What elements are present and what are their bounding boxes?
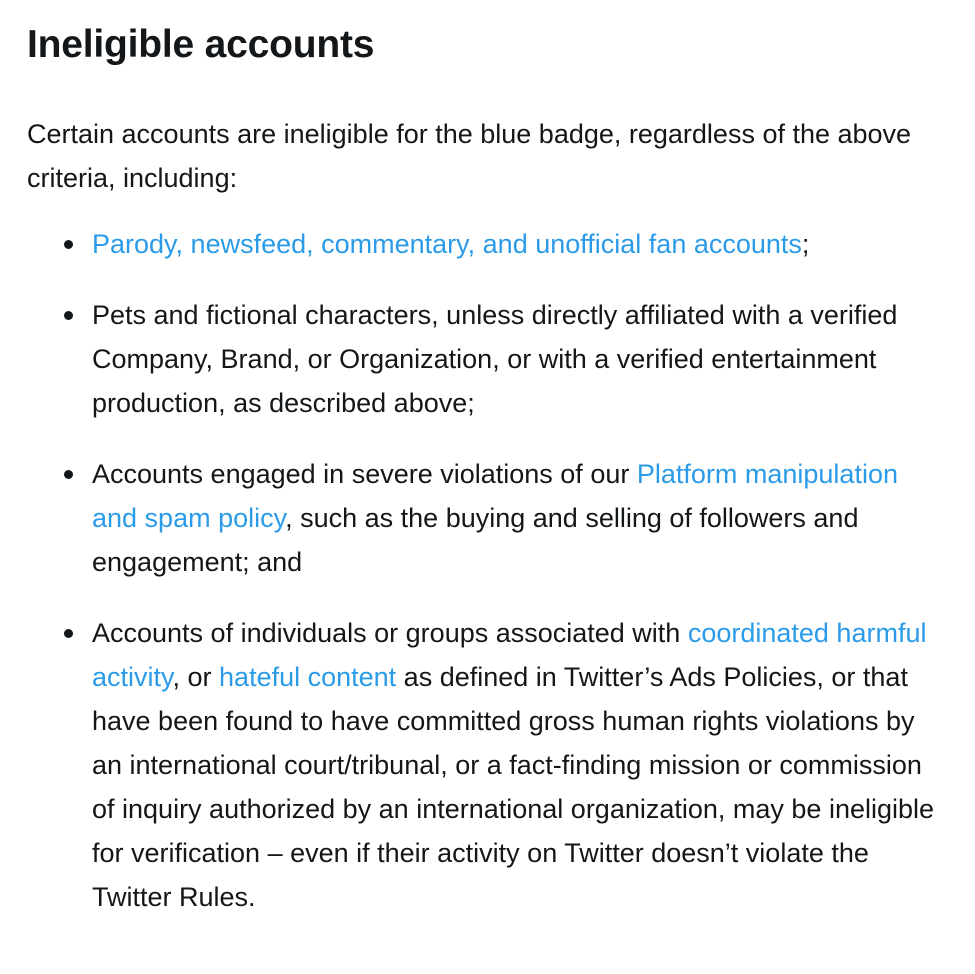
list-item-text: ; bbox=[801, 229, 810, 259]
list-item-text: , such as the buying and selling of followers and engagement; and bbox=[92, 503, 859, 577]
list-item-pets bbox=[92, 293, 937, 425]
section-heading: Ineligible accounts bbox=[27, 23, 375, 66]
parody-accounts-link[interactable]: Parody, newsfeed, commentary, and unofficial fan accounts bbox=[92, 229, 802, 259]
list-item-text: Pets and fictional characters, unless directly affiliated with a verified Company, Brand, or Organization, or with a verified entertainment production, as described above; bbox=[92, 300, 898, 418]
platform-manipulation-policy-link[interactable]: Platform manipulation and spam policy bbox=[92, 459, 898, 533]
bullet-icon bbox=[64, 470, 73, 479]
list-item-harmful bbox=[92, 611, 937, 919]
list-item-text: Accounts of individuals or groups associated with bbox=[92, 618, 688, 648]
coordinated-harmful-activity-link[interactable]: coordinated harmful activity bbox=[92, 618, 927, 692]
list-item-text: , or bbox=[172, 662, 220, 692]
bullet-icon bbox=[64, 240, 73, 249]
list-item-text: as defined in Twitter’s Ads Policies, or that have been found to have committed gross human rights violations by an international court/tribunal, or a fact-finding mission or commission of inquiry authorized by an international organization, may be ineligible for verification – even if their activity on Twitter doesn’t violate the Twitter Rules. bbox=[92, 662, 935, 912]
bullet-icon bbox=[64, 629, 73, 638]
list-item-text: Accounts engaged in severe violations of our bbox=[92, 459, 637, 489]
hateful-content-link[interactable]: hateful content bbox=[219, 662, 397, 692]
ineligible-criteria-list bbox=[27, 222, 937, 919]
list-item-spam bbox=[92, 452, 937, 584]
bullet-icon bbox=[64, 311, 73, 320]
intro-paragraph: Certain accounts are ineligible for the blue badge, regardless of the above criteria, including: bbox=[27, 119, 912, 193]
list-item-parody bbox=[92, 222, 937, 266]
